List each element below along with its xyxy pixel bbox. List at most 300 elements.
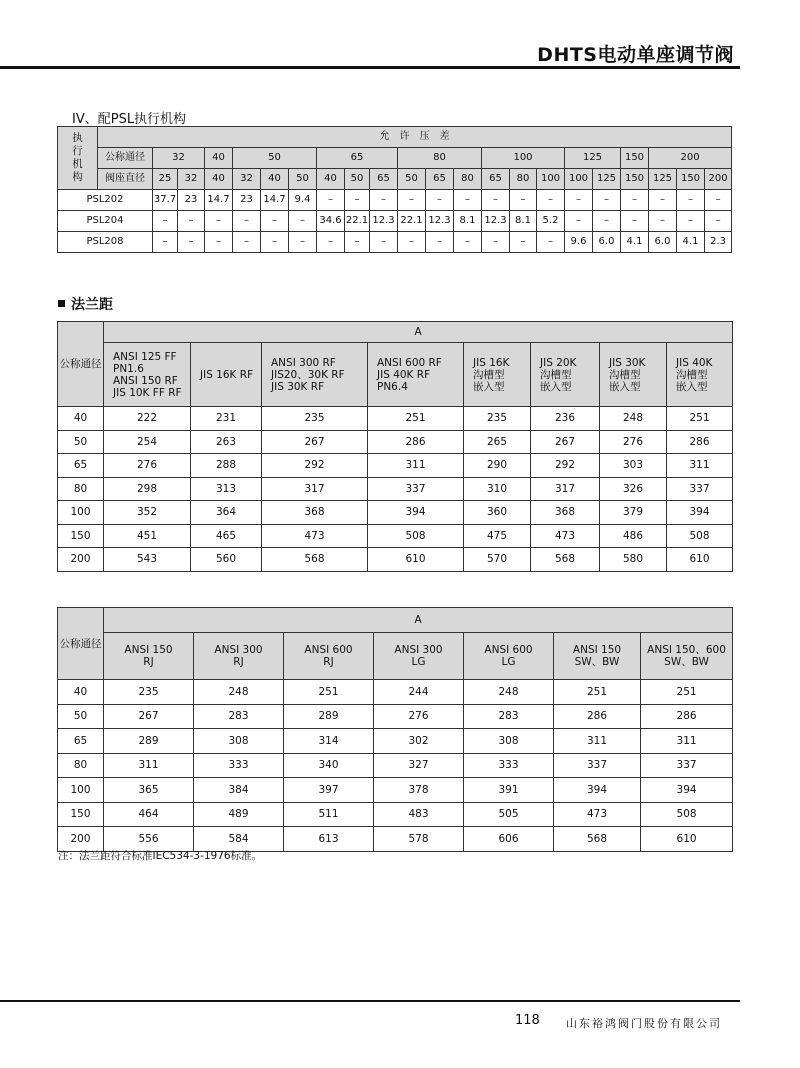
table-cell: – xyxy=(537,232,565,253)
table-cell: 508 xyxy=(641,802,733,827)
table-cell: 364 xyxy=(191,501,262,525)
column-header-cell xyxy=(194,633,284,680)
table-cell: 610 xyxy=(641,827,733,852)
table-cell: 483 xyxy=(374,802,464,827)
actuator-label xyxy=(58,127,98,190)
column-header-line: ANSI 150、600 xyxy=(647,644,726,656)
dn-cell: 200 xyxy=(58,548,104,572)
table-cell: 6.0 xyxy=(593,232,621,253)
table-cell: 283 xyxy=(194,704,284,729)
table-cell: – xyxy=(565,211,593,232)
table-cell: 333 xyxy=(464,753,554,778)
table-cell: 6.0 xyxy=(649,232,677,253)
table-row xyxy=(58,548,733,572)
table-header-row xyxy=(58,633,733,680)
dn-header-cell: 200 xyxy=(649,148,732,169)
actuator-label-char: 行 xyxy=(72,145,83,157)
table-cell: – xyxy=(289,232,317,253)
seat-header-cell: 125 xyxy=(593,169,621,190)
table-cell: 12.3 xyxy=(426,211,454,232)
column-header-cell xyxy=(374,633,464,680)
actuator-label-char: 执 xyxy=(72,132,83,144)
table-cell: – xyxy=(482,190,510,211)
column-header-cell xyxy=(554,633,641,680)
table-cell: 610 xyxy=(667,548,733,572)
table-cell: 9.4 xyxy=(289,190,317,211)
table-cell: 511 xyxy=(284,802,374,827)
table-cell: 5.2 xyxy=(537,211,565,232)
dn-cell: 80 xyxy=(58,477,104,501)
table-cell: 394 xyxy=(667,501,733,525)
table-row xyxy=(58,729,733,754)
allowed-dp-label: 允 许 压 差 xyxy=(98,127,732,148)
table-cell: 394 xyxy=(554,778,641,803)
column-header-cell xyxy=(104,343,191,407)
table-cell: 288 xyxy=(191,454,262,478)
column-header-line: JIS 20K xyxy=(540,356,577,369)
seat-header-cell: 32 xyxy=(233,169,261,190)
table-cell: 368 xyxy=(262,501,368,525)
dn-header-cell: 32 xyxy=(153,148,205,169)
column-header-line: ANSI 300 xyxy=(394,644,443,656)
dn-cell: 100 xyxy=(58,501,104,525)
table-cell: 311 xyxy=(667,454,733,478)
table-cell: – xyxy=(705,211,732,232)
table-cell: 235 xyxy=(104,680,194,705)
table-cell: – xyxy=(233,211,261,232)
column-header-line: ANSI 300 RF xyxy=(271,356,336,369)
table-cell: 235 xyxy=(262,407,368,431)
seat-header-cell: 65 xyxy=(426,169,454,190)
dn-cell: 40 xyxy=(58,407,104,431)
table-cell: 556 xyxy=(104,827,194,852)
column-header-line: RJ xyxy=(143,656,154,668)
table-cell: 486 xyxy=(600,524,667,548)
column-header-line: LG xyxy=(411,656,426,668)
psl-pressure-table xyxy=(57,126,732,253)
column-header-cell xyxy=(667,343,733,407)
table-cell: 231 xyxy=(191,407,262,431)
column-header-line: 嵌入型 xyxy=(473,380,505,393)
table-cell: 4.1 xyxy=(677,232,705,253)
table-cell: 12.3 xyxy=(370,211,398,232)
column-header-line: PN6.4 xyxy=(377,380,408,393)
table-cell: 311 xyxy=(641,729,733,754)
table-cell: 292 xyxy=(262,454,368,478)
table-cell: 283 xyxy=(464,704,554,729)
table-header-row xyxy=(58,322,733,343)
column-header-line: LG xyxy=(501,656,516,668)
column-header-line: RJ xyxy=(323,656,334,668)
table-cell: 610 xyxy=(368,548,464,572)
table-row xyxy=(58,778,733,803)
table-cell: – xyxy=(370,232,398,253)
table-cell: – xyxy=(510,190,537,211)
table-cell: – xyxy=(398,190,426,211)
table-cell: 286 xyxy=(554,704,641,729)
table-cell: – xyxy=(677,190,705,211)
seat-header-cell: 200 xyxy=(705,169,732,190)
table-cell: 8.1 xyxy=(510,211,537,232)
column-header-line: SW、BW xyxy=(664,656,709,668)
table-cell: 508 xyxy=(667,524,733,548)
dn-label: 公称通径 xyxy=(98,148,153,169)
table-cell: 37.7 xyxy=(153,190,178,211)
table-cell: 473 xyxy=(262,524,368,548)
table-cell: 308 xyxy=(464,729,554,754)
table-cell: 298 xyxy=(104,477,191,501)
column-header-cell xyxy=(104,633,194,680)
seat-header-cell: 40 xyxy=(205,169,233,190)
table-cell: 475 xyxy=(464,524,531,548)
table-cell: 337 xyxy=(641,753,733,778)
seat-header-cell: 65 xyxy=(482,169,510,190)
page-header-title: DHTS电动单座调节阀 xyxy=(537,44,734,66)
dn-header-cell: 50 xyxy=(233,148,317,169)
column-header-cell xyxy=(641,633,733,680)
table-row xyxy=(58,430,733,454)
column-header-line: PN1.6 xyxy=(113,362,144,375)
table-cell: 508 xyxy=(368,524,464,548)
table-cell: 236 xyxy=(531,407,600,431)
table-cell: 326 xyxy=(600,477,667,501)
page-number: 118 xyxy=(515,1013,540,1028)
group-label: A xyxy=(104,608,733,633)
footer-rule xyxy=(0,1000,740,1002)
column-header-line: JIS 10K FF RF xyxy=(113,386,182,399)
table-cell: – xyxy=(178,232,205,253)
seat-header-cell: 100 xyxy=(565,169,593,190)
dn-header-cell: 150 xyxy=(621,148,649,169)
table-cell: – xyxy=(426,232,454,253)
table-cell: – xyxy=(205,232,233,253)
table-header-row xyxy=(58,127,732,148)
section1-title: IV、配PSL执行机构 xyxy=(72,112,187,127)
table-cell: – xyxy=(593,190,621,211)
seat-label: 阀座直径 xyxy=(98,169,153,190)
table-cell: 584 xyxy=(194,827,284,852)
seat-header-cell: 100 xyxy=(537,169,565,190)
seat-header-cell: 150 xyxy=(621,169,649,190)
table-cell: 14.7 xyxy=(205,190,233,211)
table-cell: 368 xyxy=(531,501,600,525)
header-rule xyxy=(0,66,740,69)
dn-header-cell: 100 xyxy=(482,148,565,169)
table-cell: 464 xyxy=(104,802,194,827)
column-header-cell xyxy=(368,343,464,407)
column-header-line: JIS 16K xyxy=(473,356,510,369)
table-cell: 22.1 xyxy=(398,211,426,232)
table-cell: – xyxy=(345,232,370,253)
table-cell: 568 xyxy=(262,548,368,572)
table-header-row xyxy=(58,169,732,190)
square-bullet-icon xyxy=(58,300,65,307)
dn-cell: 150 xyxy=(58,524,104,548)
table-cell: 267 xyxy=(262,430,368,454)
table-cell: 311 xyxy=(104,753,194,778)
table-header-row xyxy=(58,343,733,407)
dn-cell: 65 xyxy=(58,729,104,754)
table-cell: 12.3 xyxy=(482,211,510,232)
seat-header-cell: 25 xyxy=(153,169,178,190)
table-cell: 310 xyxy=(464,477,531,501)
seat-header-cell: 125 xyxy=(649,169,677,190)
table-cell: – xyxy=(454,190,482,211)
table-cell: 379 xyxy=(600,501,667,525)
table-cell: – xyxy=(153,232,178,253)
column-header-cell xyxy=(262,343,368,407)
table-cell: – xyxy=(593,211,621,232)
table-cell: 352 xyxy=(104,501,191,525)
flange-distance-table-a xyxy=(57,321,733,572)
table-cell: 248 xyxy=(464,680,554,705)
table-cell: 365 xyxy=(104,778,194,803)
table-cell: 568 xyxy=(531,548,600,572)
table-cell: 22.1 xyxy=(345,211,370,232)
table-cell: 489 xyxy=(194,802,284,827)
dn-header-cell: 65 xyxy=(317,148,398,169)
column-header-line: ANSI 600 RF xyxy=(377,356,442,369)
table-cell: 394 xyxy=(641,778,733,803)
table-cell: 222 xyxy=(104,407,191,431)
seat-header-cell: 32 xyxy=(178,169,205,190)
table-cell: 543 xyxy=(104,548,191,572)
table-row xyxy=(58,190,732,211)
table-cell: 337 xyxy=(368,477,464,501)
table-cell: 289 xyxy=(284,704,374,729)
table-cell: 303 xyxy=(600,454,667,478)
table-cell: – xyxy=(205,211,233,232)
seat-header-cell: 50 xyxy=(345,169,370,190)
column-header-line: 嵌入型 xyxy=(609,380,641,393)
dn-label: 公称通径 xyxy=(58,322,104,407)
table-cell: – xyxy=(289,211,317,232)
table-cell: – xyxy=(317,232,345,253)
company-name: 山东裕鸿阀门股份有限公司 xyxy=(566,1017,722,1030)
table-cell: – xyxy=(482,232,510,253)
table-row xyxy=(58,477,733,501)
table-cell: 8.1 xyxy=(454,211,482,232)
table-cell: 333 xyxy=(194,753,284,778)
table-cell: 317 xyxy=(531,477,600,501)
actuator-label-char: 构 xyxy=(72,171,83,183)
actuator-model-cell: PSL202 xyxy=(58,190,153,211)
table-cell: 465 xyxy=(191,524,262,548)
section2-title xyxy=(58,294,113,314)
column-header-line: 沟槽型 xyxy=(540,368,572,381)
table-cell: 2.3 xyxy=(705,232,732,253)
column-header-line: JIS 40K xyxy=(676,356,713,369)
table-row xyxy=(58,704,733,729)
column-header-line: 嵌入型 xyxy=(676,380,708,393)
table-cell: 570 xyxy=(464,548,531,572)
seat-header-cell: 50 xyxy=(289,169,317,190)
seat-header-cell: 50 xyxy=(398,169,426,190)
table-cell: 311 xyxy=(368,454,464,478)
column-header-line: JIS20、30K RF xyxy=(271,368,345,381)
table-cell: – xyxy=(537,190,565,211)
table-cell: 276 xyxy=(104,454,191,478)
table-cell: 394 xyxy=(368,501,464,525)
table-cell: – xyxy=(677,211,705,232)
dn-cell: 80 xyxy=(58,753,104,778)
dn-header-cell: 40 xyxy=(205,148,233,169)
table-cell: – xyxy=(345,190,370,211)
table-cell: 311 xyxy=(554,729,641,754)
table-cell: 267 xyxy=(104,704,194,729)
seat-header-cell: 40 xyxy=(317,169,345,190)
column-header-line: 嵌入型 xyxy=(540,380,572,393)
table-cell: 473 xyxy=(531,524,600,548)
table-cell: 251 xyxy=(641,680,733,705)
column-header-line: JIS 30K xyxy=(609,356,646,369)
table-header-row xyxy=(58,608,733,633)
table-cell: – xyxy=(454,232,482,253)
table-cell: 267 xyxy=(531,430,600,454)
table-cell: 276 xyxy=(600,430,667,454)
column-header-line: JIS 30K RF xyxy=(271,380,325,393)
table-cell: – xyxy=(705,190,732,211)
dn-label: 公称通径 xyxy=(58,608,104,680)
dn-cell: 65 xyxy=(58,454,104,478)
table-header-row xyxy=(58,148,732,169)
table-cell: 34.6 xyxy=(317,211,345,232)
table-row xyxy=(58,454,733,478)
seat-header-cell: 80 xyxy=(454,169,482,190)
dn-header-cell: 80 xyxy=(398,148,482,169)
table-row xyxy=(58,211,732,232)
actuator-label-char: 机 xyxy=(72,158,83,170)
dn-cell: 40 xyxy=(58,680,104,705)
table-cell: 317 xyxy=(262,477,368,501)
table-cell: 276 xyxy=(374,704,464,729)
table-cell: 606 xyxy=(464,827,554,852)
table-cell: 4.1 xyxy=(621,232,649,253)
table-cell: – xyxy=(261,232,289,253)
table-cell: 302 xyxy=(374,729,464,754)
table-cell: 248 xyxy=(600,407,667,431)
table-cell: 384 xyxy=(194,778,284,803)
table-cell: – xyxy=(565,190,593,211)
table-cell: 289 xyxy=(104,729,194,754)
table-cell: – xyxy=(370,190,398,211)
table-cell: 23 xyxy=(178,190,205,211)
table-cell: 263 xyxy=(191,430,262,454)
seat-header-cell: 40 xyxy=(261,169,289,190)
column-header-line: JIS 16K RF xyxy=(200,368,254,381)
column-header-line: 沟槽型 xyxy=(609,368,641,381)
table-cell: 313 xyxy=(191,477,262,501)
table-cell: 290 xyxy=(464,454,531,478)
seat-header-cell: 65 xyxy=(370,169,398,190)
flange-note: 注：法兰距符合标准IEC534-3-1976标准。 xyxy=(58,850,263,862)
table-cell: 568 xyxy=(554,827,641,852)
seat-header-cell: 80 xyxy=(510,169,537,190)
table-cell: 254 xyxy=(104,430,191,454)
column-header-cell xyxy=(531,343,600,407)
table-cell: 613 xyxy=(284,827,374,852)
table-cell: 340 xyxy=(284,753,374,778)
table-cell: 9.6 xyxy=(565,232,593,253)
column-header-line: RJ xyxy=(233,656,244,668)
column-header-line: ANSI 150 RF xyxy=(113,374,178,387)
group-label: A xyxy=(104,322,733,343)
table-row xyxy=(58,232,732,253)
table-cell: 314 xyxy=(284,729,374,754)
table-cell: 14.7 xyxy=(261,190,289,211)
column-header-line: JIS 40K RF xyxy=(377,368,431,381)
table-cell: – xyxy=(398,232,426,253)
table-cell: 265 xyxy=(464,430,531,454)
flange-distance-table-b xyxy=(57,607,733,852)
column-header-cell xyxy=(600,343,667,407)
table-cell: 580 xyxy=(600,548,667,572)
table-cell: – xyxy=(621,190,649,211)
table-cell: 397 xyxy=(284,778,374,803)
table-row xyxy=(58,407,733,431)
table-cell: 560 xyxy=(191,548,262,572)
column-header-line: 沟槽型 xyxy=(473,368,505,381)
table-row xyxy=(58,753,733,778)
table-cell: 292 xyxy=(531,454,600,478)
dn-header-cell: 125 xyxy=(565,148,621,169)
table-row xyxy=(58,501,733,525)
table-cell: 251 xyxy=(554,680,641,705)
dn-cell: 50 xyxy=(58,430,104,454)
table-cell: 578 xyxy=(374,827,464,852)
table-cell: 308 xyxy=(194,729,284,754)
table-row xyxy=(58,680,733,705)
column-header-line: ANSI 600 xyxy=(484,644,533,656)
column-header-line: ANSI 150 xyxy=(124,644,173,656)
table-cell: 286 xyxy=(667,430,733,454)
table-cell: 251 xyxy=(368,407,464,431)
dn-cell: 100 xyxy=(58,778,104,803)
section2-title-text: 法兰距 xyxy=(71,297,113,313)
table-cell: – xyxy=(153,211,178,232)
table-cell: 473 xyxy=(554,802,641,827)
table-cell: 23 xyxy=(233,190,261,211)
table-cell: 360 xyxy=(464,501,531,525)
seat-header-cell: 150 xyxy=(677,169,705,190)
table-cell: 337 xyxy=(554,753,641,778)
table-cell: 327 xyxy=(374,753,464,778)
table-cell: – xyxy=(317,190,345,211)
table-cell: 248 xyxy=(194,680,284,705)
dn-cell: 50 xyxy=(58,704,104,729)
column-header-line: ANSI 300 xyxy=(214,644,263,656)
column-header-cell xyxy=(464,343,531,407)
column-header-line: ANSI 125 FF xyxy=(113,350,177,363)
table-cell: 251 xyxy=(667,407,733,431)
column-header-cell xyxy=(284,633,374,680)
table-cell: – xyxy=(261,211,289,232)
dn-cell: 200 xyxy=(58,827,104,852)
table-row xyxy=(58,524,733,548)
table-cell: 251 xyxy=(284,680,374,705)
actuator-model-cell: PSL208 xyxy=(58,232,153,253)
table-cell: 391 xyxy=(464,778,554,803)
table-cell: – xyxy=(426,190,454,211)
column-header-line: ANSI 600 xyxy=(304,644,353,656)
table-cell: – xyxy=(510,232,537,253)
table-cell: 235 xyxy=(464,407,531,431)
table-cell: – xyxy=(178,211,205,232)
table-row xyxy=(58,802,733,827)
column-header-line: ANSI 150 xyxy=(572,644,622,656)
table-cell: – xyxy=(649,190,677,211)
column-header-line: SW、BW xyxy=(574,656,620,668)
